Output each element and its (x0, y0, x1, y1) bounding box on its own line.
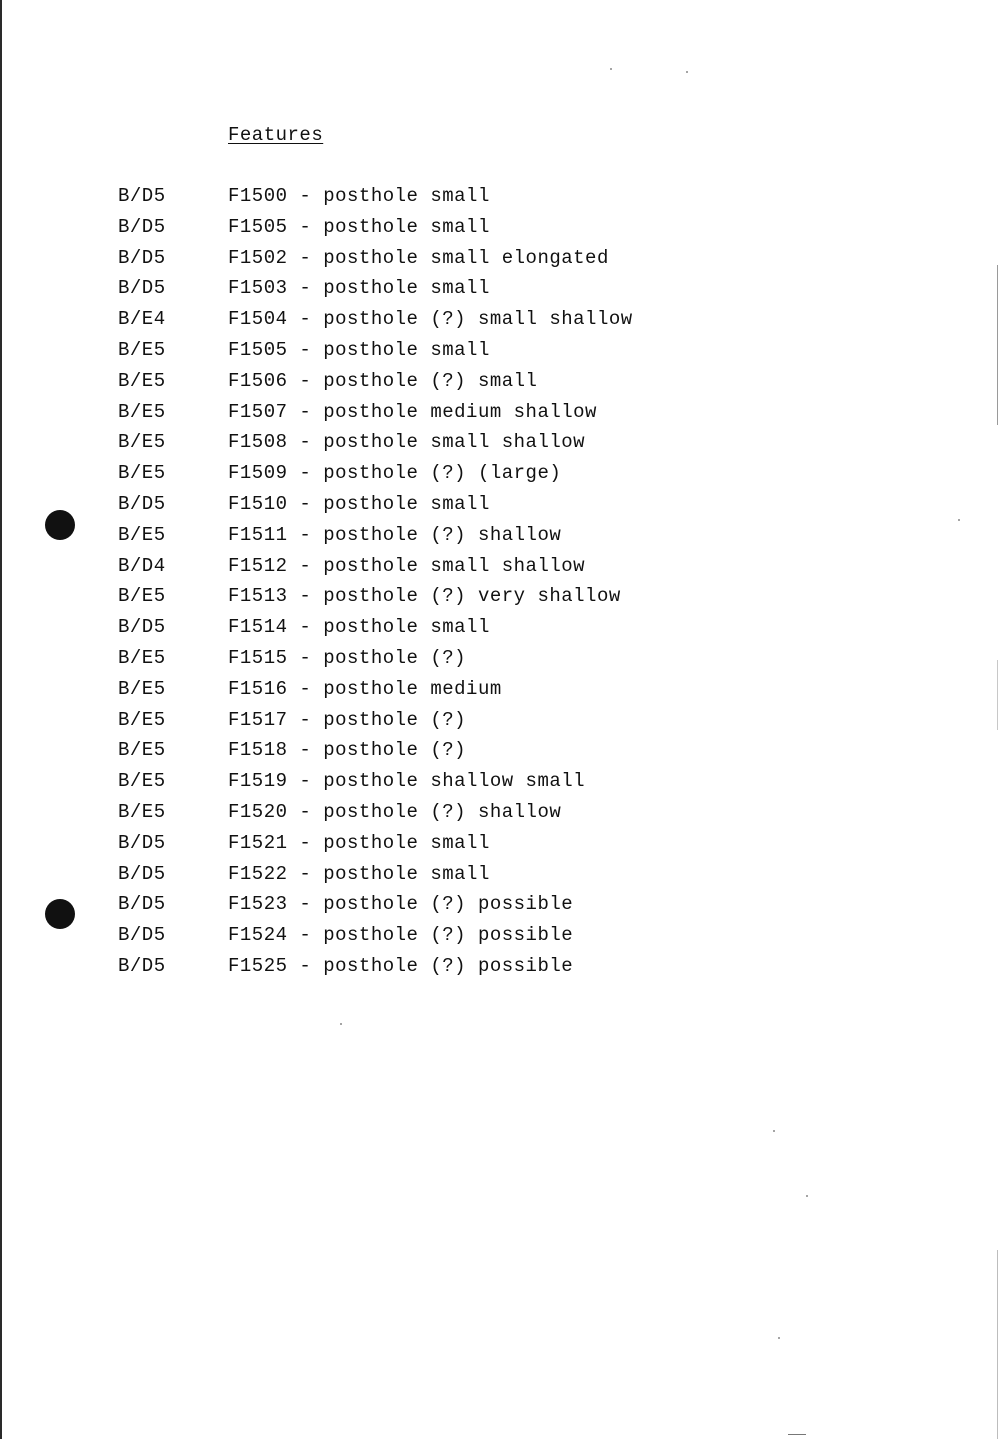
features-list (0, 185, 1000, 986)
feature-grid-ref: B/E5 (118, 338, 166, 361)
feature-row (0, 401, 1000, 432)
feature-grid-ref: B/E5 (118, 770, 166, 793)
feature-description: F1524 - posthole (?) possible (228, 924, 574, 947)
feature-row (0, 247, 1000, 278)
feature-row (0, 216, 1000, 247)
feature-grid-ref: B/D5 (118, 215, 166, 238)
scan-speck (773, 1130, 775, 1132)
feature-description: F1525 - posthole (?) possible (228, 954, 574, 977)
feature-row (0, 801, 1000, 832)
feature-grid-ref: B/E5 (118, 523, 166, 546)
feature-row (0, 863, 1000, 894)
scan-speck (778, 1337, 780, 1339)
feature-description: F1503 - posthole small (228, 277, 490, 300)
feature-grid-ref: B/D5 (118, 492, 166, 515)
feature-grid-ref: B/E5 (118, 369, 166, 392)
feature-row (0, 277, 1000, 308)
feature-description: F1506 - posthole (?) small (228, 369, 538, 392)
feature-row (0, 770, 1000, 801)
feature-grid-ref: B/E5 (118, 400, 166, 423)
feature-grid-ref: B/E5 (118, 646, 166, 669)
feature-row (0, 709, 1000, 740)
scan-mark (788, 1434, 806, 1435)
feature-grid-ref: B/D4 (118, 554, 166, 577)
feature-grid-ref: B/E5 (118, 800, 166, 823)
feature-description: F1504 - posthole (?) small shallow (228, 308, 633, 331)
feature-row (0, 555, 1000, 586)
feature-description: F1512 - posthole small shallow (228, 554, 586, 577)
feature-grid-ref: B/E5 (118, 585, 166, 608)
feature-row (0, 893, 1000, 924)
scan-speck (806, 1195, 808, 1197)
feature-description: F1521 - posthole small (228, 831, 490, 854)
scan-speck (340, 1023, 342, 1025)
feature-description: F1508 - posthole small shallow (228, 431, 586, 454)
feature-grid-ref: B/D5 (118, 831, 166, 854)
feature-row (0, 955, 1000, 986)
scan-speck (686, 71, 688, 73)
feature-description: F1519 - posthole shallow small (228, 770, 586, 793)
feature-grid-ref: B/D5 (118, 893, 166, 916)
feature-row (0, 462, 1000, 493)
feature-description: F1513 - posthole (?) very shallow (228, 585, 621, 608)
feature-row (0, 431, 1000, 462)
feature-grid-ref: B/E4 (118, 308, 166, 331)
feature-grid-ref: B/D5 (118, 862, 166, 885)
feature-description: F1518 - posthole (?) (228, 739, 467, 762)
feature-description: F1505 - posthole small (228, 338, 490, 361)
feature-description: F1510 - posthole small (228, 492, 490, 515)
feature-row (0, 832, 1000, 863)
feature-row (0, 739, 1000, 770)
feature-row (0, 524, 1000, 555)
page-right-edge-mark (997, 1250, 998, 1439)
feature-row (0, 647, 1000, 678)
feature-grid-ref: B/E5 (118, 677, 166, 700)
feature-grid-ref: B/E5 (118, 708, 166, 731)
feature-row (0, 339, 1000, 370)
feature-row (0, 185, 1000, 216)
feature-description: F1522 - posthole small (228, 862, 490, 885)
feature-description: F1502 - posthole small elongated (228, 246, 609, 269)
feature-row (0, 370, 1000, 401)
feature-grid-ref: B/D5 (118, 616, 166, 639)
feature-description: F1516 - posthole medium (228, 677, 502, 700)
feature-grid-ref: B/E5 (118, 462, 166, 485)
feature-description: F1514 - posthole small (228, 616, 490, 639)
feature-grid-ref: B/D5 (118, 954, 166, 977)
feature-description: F1511 - posthole (?) shallow (228, 523, 562, 546)
feature-description: F1505 - posthole small (228, 215, 490, 238)
feature-grid-ref: B/D5 (118, 185, 166, 207)
feature-grid-ref: B/E5 (118, 431, 166, 454)
feature-description: F1507 - posthole medium shallow (228, 400, 597, 423)
feature-description: F1509 - posthole (?) (large) (228, 462, 562, 485)
feature-row (0, 308, 1000, 339)
page-heading: Features (228, 124, 324, 146)
feature-row (0, 678, 1000, 709)
feature-grid-ref: B/D5 (118, 277, 166, 300)
feature-description: F1520 - posthole (?) shallow (228, 800, 562, 823)
feature-grid-ref: B/E5 (118, 739, 166, 762)
feature-row (0, 493, 1000, 524)
feature-grid-ref: B/D5 (118, 246, 166, 269)
feature-description: F1523 - posthole (?) possible (228, 893, 574, 916)
feature-grid-ref: B/D5 (118, 924, 166, 947)
feature-description: F1517 - posthole (?) (228, 708, 467, 731)
feature-row (0, 616, 1000, 647)
feature-description: F1500 - posthole small (228, 185, 490, 207)
feature-row (0, 585, 1000, 616)
feature-row (0, 924, 1000, 955)
scan-speck (610, 68, 612, 70)
feature-description: F1515 - posthole (?) (228, 646, 467, 669)
